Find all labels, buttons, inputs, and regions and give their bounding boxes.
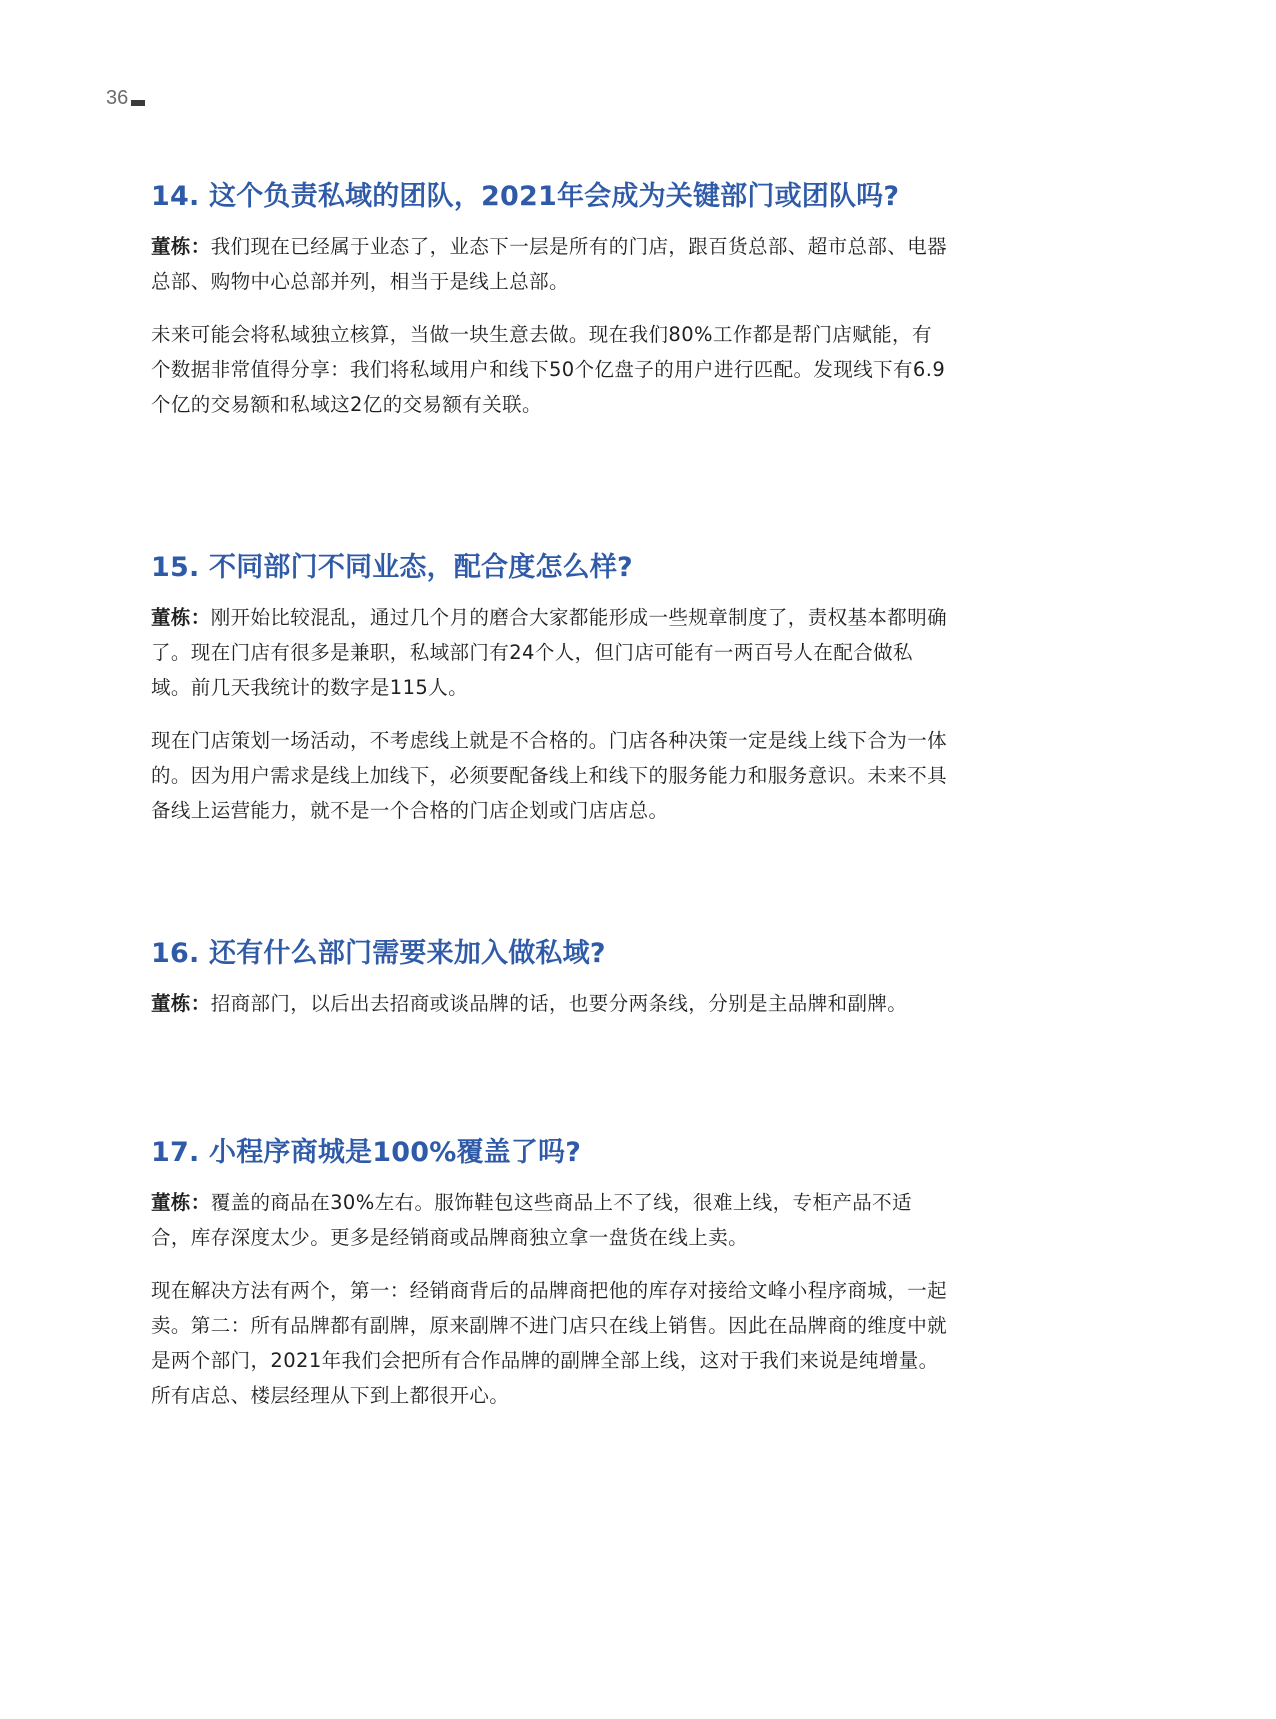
question-title: 16. 还有什么部门需要来加入做私域? xyxy=(151,938,606,969)
answer-text: 招商部门，以后出去招商或谈品牌的话，也要分两条线，分别是主品牌和副牌。 xyxy=(210,992,908,1015)
answer-paragraph xyxy=(151,1185,951,1255)
answer-paragraph xyxy=(151,229,951,299)
question-title: 14. 这个负责私域的团队，2021年会成为关键部门或团队吗? xyxy=(151,181,900,212)
answer-text: 未来可能会将私域独立核算，当做一块生意去做。现在我们80%工作都是帮门店赋能，有个数据非常值得分享：我们将私域用户和线下50个亿盘子的用户进行匹配。发现线下有6.9个亿的交易额和私域这2亿的交易额有关联。 xyxy=(151,323,946,416)
answer-paragraph xyxy=(151,600,951,705)
qa-section-16 xyxy=(151,934,951,1021)
answer-text: 现在门店策划一场活动，不考虑线上就是不合格的。门店各种决策一定是线上线下合为一体的。因为用户需求是线上加线下，必须要配备线上和线下的服务能力和服务意识。未来不具备线上运营能力，就不是一个合格的门店企划或门店店总。 xyxy=(151,729,948,822)
speaker-label: 董栋： xyxy=(151,235,211,258)
speaker-label: 董栋： xyxy=(151,606,211,629)
answer-paragraph xyxy=(151,1273,951,1413)
speaker-label: 董栋： xyxy=(151,1191,211,1214)
answer-text: 刚开始比较混乱，通过几个月的磨合大家都能形成一些规章制度了，责权基本都明确了。现在门店有很多是兼职，私域部门有24个人，但门店可能有一两百号人在配合做私域。前几天我统计的数字是115人。 xyxy=(151,606,948,699)
answer-paragraph xyxy=(151,317,951,422)
qa-section-17 xyxy=(151,1133,951,1413)
answer-paragraph xyxy=(151,986,951,1021)
answer-text: 覆盖的商品在30%左右。服饰鞋包这些商品上不了线，很难上线，专柜产品不适合，库存深度太少。更多是经销商或品牌商独立拿一盘货在线上卖。 xyxy=(151,1191,912,1249)
answer-text: 现在解决方法有两个，第一：经销商背后的品牌商把他的库存对接给文峰小程序商城，一起卖。第二：所有品牌都有副牌，原来副牌不进门店只在线上销售。因此在品牌商的维度中就是两个部门，2021年我们会把所有合作品牌的副牌全部上线，这对于我们来说是纯增量。所有店总、楼层经理从下到上都很开心。 xyxy=(151,1279,948,1407)
page-number xyxy=(106,88,145,108)
qa-section-14 xyxy=(151,177,951,422)
page-number-marker xyxy=(131,100,145,106)
answer-text: 我们现在已经属于业态了，业态下一层是所有的门店，跟百货总部、超市总部、电器总部、购物中心总部并列，相当于是线上总部。 xyxy=(151,235,948,293)
question-title: 15. 不同部门不同业态，配合度怎么样? xyxy=(151,552,633,583)
speaker-label: 董栋： xyxy=(151,992,211,1015)
answer-paragraph xyxy=(151,723,951,828)
qa-section-15 xyxy=(151,548,951,828)
question-title: 17. 小程序商城是100%覆盖了吗? xyxy=(151,1137,582,1168)
page-number-text: 36 xyxy=(106,87,129,109)
